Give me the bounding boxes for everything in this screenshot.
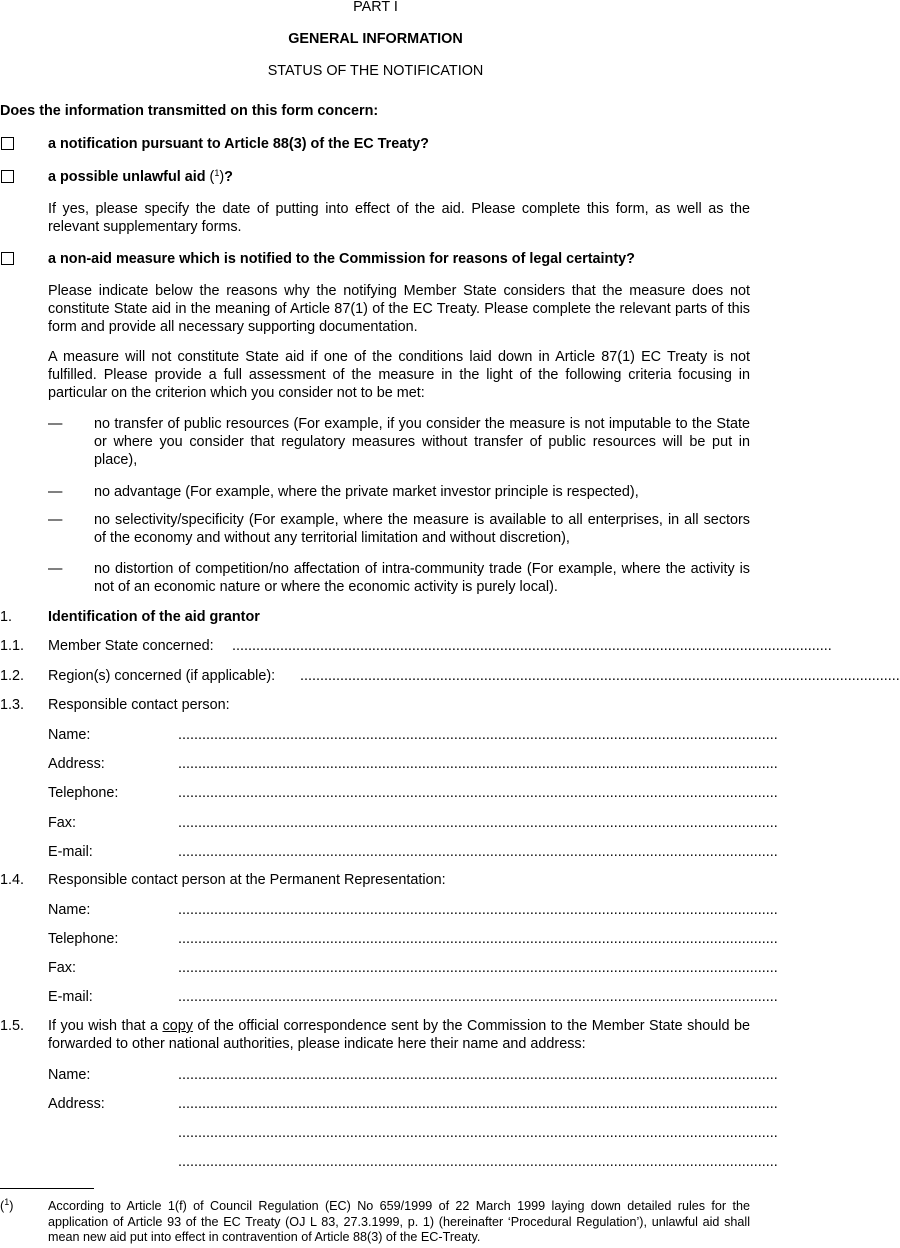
authority-address-label: Address: xyxy=(48,1096,105,1112)
criteria-dash: — xyxy=(48,512,63,528)
rep-name-label: Name: xyxy=(48,902,91,918)
section-1-title: Identification of the aid grantor xyxy=(48,609,260,625)
criteria-dash: — xyxy=(48,416,63,432)
contact-telephone-label: Telephone: xyxy=(48,785,119,801)
region-label: Region(s) concerned (if applicable): xyxy=(48,668,276,684)
contact-address-label: Address: xyxy=(48,756,105,772)
checkbox-article-88-notification[interactable] xyxy=(1,137,14,150)
copy-correspondence-text xyxy=(48,1017,750,1053)
non-aid-paragraph-1: Please indicate below the reasons why the notifying Member State considers that the measure does not constitute State aid in the meaning of Article 87(1) of the EC Treaty. Please complete the relevant parts of this form and provide all necessary supporting documentation. xyxy=(48,283,750,335)
member-state-label: Member State concerned: xyxy=(48,638,214,654)
permanent-rep-label: Responsible contact person at the Permanent Representation: xyxy=(48,872,446,888)
copy-text-post: of the official correspondence sent by the Commission to the Member State should be forwarded to other national authorities, please indicate here their name and address: xyxy=(48,1018,751,1052)
contact-email-field[interactable]: ...................................................................................................................................................... xyxy=(178,844,778,860)
checkbox-non-aid-measure[interactable] xyxy=(1,252,14,265)
section-1-3-number: 1.3. xyxy=(0,697,25,713)
contact-person-label: Responsible contact person: xyxy=(48,697,230,713)
footnote-ref[interactable]: 1 xyxy=(214,168,220,178)
section-1-2-number: 1.2. xyxy=(0,668,25,684)
option-non-aid-label: a non-aid measure which is notified to the Commission for reasons of legal certainty? xyxy=(48,251,635,267)
copy-word: copy xyxy=(162,1018,193,1034)
authority-name-field[interactable]: ...................................................................................................................................................... xyxy=(178,1067,778,1083)
section-1-4-number: 1.4. xyxy=(0,872,25,888)
criterion-selectivity: no selectivity/specificity (For example, where the measure is available to all enterprises, in all sectors of the economy and without any territorial limitation and without discretion), xyxy=(94,512,750,546)
contact-email-label: E-mail: xyxy=(48,844,93,860)
part-heading: PART I xyxy=(353,0,398,15)
rep-email-label: E-mail: xyxy=(48,989,93,1005)
member-state-field[interactable]: ...................................................................................................................................................... xyxy=(232,638,832,654)
section-1-number: 1. xyxy=(0,609,13,625)
authority-address-field-1[interactable]: ...................................................................................................................................................... xyxy=(178,1096,778,1112)
option-article-88-label: a notification pursuant to Article 88(3) of the EC Treaty? xyxy=(48,136,429,152)
option-unlawful-aid-label: a possible unlawful aid ($^1$)? xyxy=(48,168,233,185)
criterion-advantage: no advantage (For example, where the private market investor principle is respected), xyxy=(94,484,639,500)
section-1-1-number: 1.1. xyxy=(0,638,25,654)
footnote-text: According to Article 1(f) of Council Regulation (EC) No 659/1999 of 22 March 1999 laying down detailed rules for the application of Article 93 of the EC Treaty (OJ L 83, 27.3.1999, p. 1) (hereinafter ‘Procedural Regulation’), unlawful aid shall mean new aid put into effect in contravention of Article 88(3) of the EC-Treaty. xyxy=(48,1199,750,1244)
authority-name-label: Name: xyxy=(48,1067,91,1083)
footnote-separator xyxy=(0,1188,94,1189)
rep-name-field[interactable]: ...................................................................................................................................................... xyxy=(178,902,778,918)
authority-address-field-3[interactable]: ...................................................................................................................................................... xyxy=(178,1154,778,1170)
general-information-heading: GENERAL INFORMATION xyxy=(288,31,463,47)
checkbox-unlawful-aid[interactable] xyxy=(1,170,14,183)
contact-fax-field[interactable]: ...................................................................................................................................................... xyxy=(178,815,778,831)
rep-telephone-field[interactable]: ...................................................................................................................................................... xyxy=(178,931,778,947)
unlawful-aid-note: If yes, please specify the date of putting into effect of the aid. Please complete this form, as well as the relevant supplementary forms. xyxy=(48,201,750,235)
criterion-distortion: no distortion of competition/no affectation of intra-community trade (For example, where the activity is not of an economic nature or where the economic activity is purely local). xyxy=(94,561,750,595)
contact-fax-label: Fax: xyxy=(48,815,76,831)
non-aid-paragraph-2: A measure will not constitute State aid if one of the conditions laid down in Article 87(1) EC Treaty is not fulfilled. Please provide a full assessment of the measure in the light of the following criteria focusing in particular on the criterion which you consider not to be met: xyxy=(48,349,750,401)
rep-email-field[interactable]: ...................................................................................................................................................... xyxy=(178,989,778,1005)
criteria-dash: — xyxy=(48,484,63,500)
contact-name-label: Name: xyxy=(48,727,91,743)
contact-address-field[interactable]: ...................................................................................................................................................... xyxy=(178,756,778,772)
footnote-marker-number: 1 xyxy=(4,1197,10,1207)
contact-name-field[interactable]: ...................................................................................................................................................... xyxy=(178,727,778,743)
criterion-public-resources: no transfer of public resources (For example, if you consider the measure is not imputable to the State or where you consider that regulatory measures without transfer of public resources will be put in place), xyxy=(94,416,750,468)
authority-address-field-2[interactable]: ...................................................................................................................................................... xyxy=(178,1125,778,1141)
rep-telephone-label: Telephone: xyxy=(48,931,119,947)
region-field[interactable]: ...................................................................................................................................................... xyxy=(300,668,900,684)
copy-text-pre: If you wish that a xyxy=(48,1018,163,1034)
status-heading: STATUS OF THE NOTIFICATION xyxy=(267,63,484,79)
rep-fax-label: Fax: xyxy=(48,960,76,976)
footnote-marker: ($^1$) xyxy=(0,1197,14,1213)
rep-fax-field[interactable]: ...................................................................................................................................................... xyxy=(178,960,778,976)
question-text: Does the information transmitted on this form concern: xyxy=(0,103,379,119)
criteria-dash: — xyxy=(48,561,63,577)
unlawful-aid-question-mark: ? xyxy=(224,169,233,185)
unlawful-aid-text: a possible unlawful aid xyxy=(48,169,206,185)
section-1-5-number: 1.5. xyxy=(0,1018,25,1034)
contact-telephone-field[interactable]: ...................................................................................................................................................... xyxy=(178,785,778,801)
